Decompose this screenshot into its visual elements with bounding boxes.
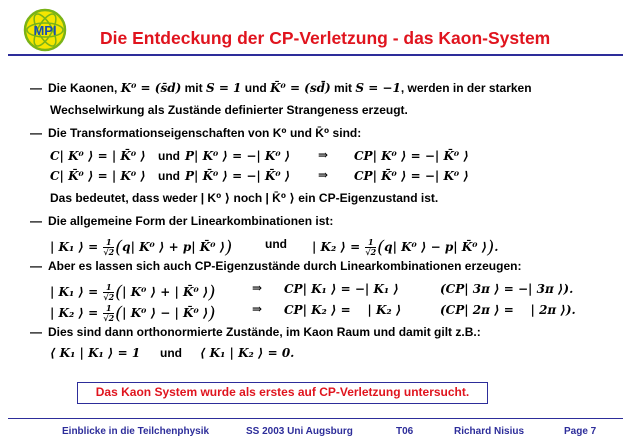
- footer-rule: [8, 418, 623, 419]
- logo-text: MPI: [33, 23, 57, 38]
- title-rule: [8, 54, 623, 56]
- footer-code: T06: [396, 426, 414, 437]
- footer-course: Einblicke in die Teilchenphysik: [62, 426, 210, 437]
- bullet-4: — Aber es lassen sich auch CP-Eigenzustände durch Linearkombinationen erzeugen:: [30, 259, 522, 273]
- highlight-box: Das Kaon System wurde als erstes auf CP-Verletzung untersucht.: [77, 382, 488, 404]
- mpi-logo: [23, 8, 67, 52]
- footer: [0, 422, 631, 442]
- bullet-2-conclusion: Das bedeutet, dass weder | K⁰ ⟩ noch | K̄⁰ ⟩ ein CP-Eigenzustand ist.: [50, 191, 439, 205]
- fraction: $\frac{1}{√2}$: [103, 237, 115, 257]
- bullet-1-cont: Wechselwirkung als Zustände definierter Strangeness erzeugt.: [50, 103, 408, 117]
- bullet-3: — Die allgemeine Form der Linearkombinationen ist:: [30, 214, 334, 228]
- fraction: $\frac{1}{√2}$: [103, 303, 115, 323]
- footer-author: Richard Nisius: [454, 426, 525, 437]
- bullet-1: — Die Kaonen, K⁰ = (s̄d) mit S = 1 und K̄⁰ = (sd̄) mit S = −1, werden in der starken: [30, 81, 532, 95]
- bullet-5: — Dies sind dann orthonormierte Zustände, im Kaon Raum und damit gilt z.B.:: [30, 325, 481, 339]
- slide-title: Die Entdeckung der CP-Verletzung - das Kaon-System: [100, 28, 551, 48]
- footer-page: Page 7: [564, 426, 597, 437]
- fraction: $\frac{1}{√2}$: [365, 237, 377, 257]
- fraction: $\frac{1}{√2}$: [103, 282, 115, 302]
- bullet-2: — Die Transformationseigenschaften von K⁰ und K̄⁰ sind:: [30, 126, 362, 140]
- footer-term: SS 2003 Uni Augsburg: [246, 426, 353, 437]
